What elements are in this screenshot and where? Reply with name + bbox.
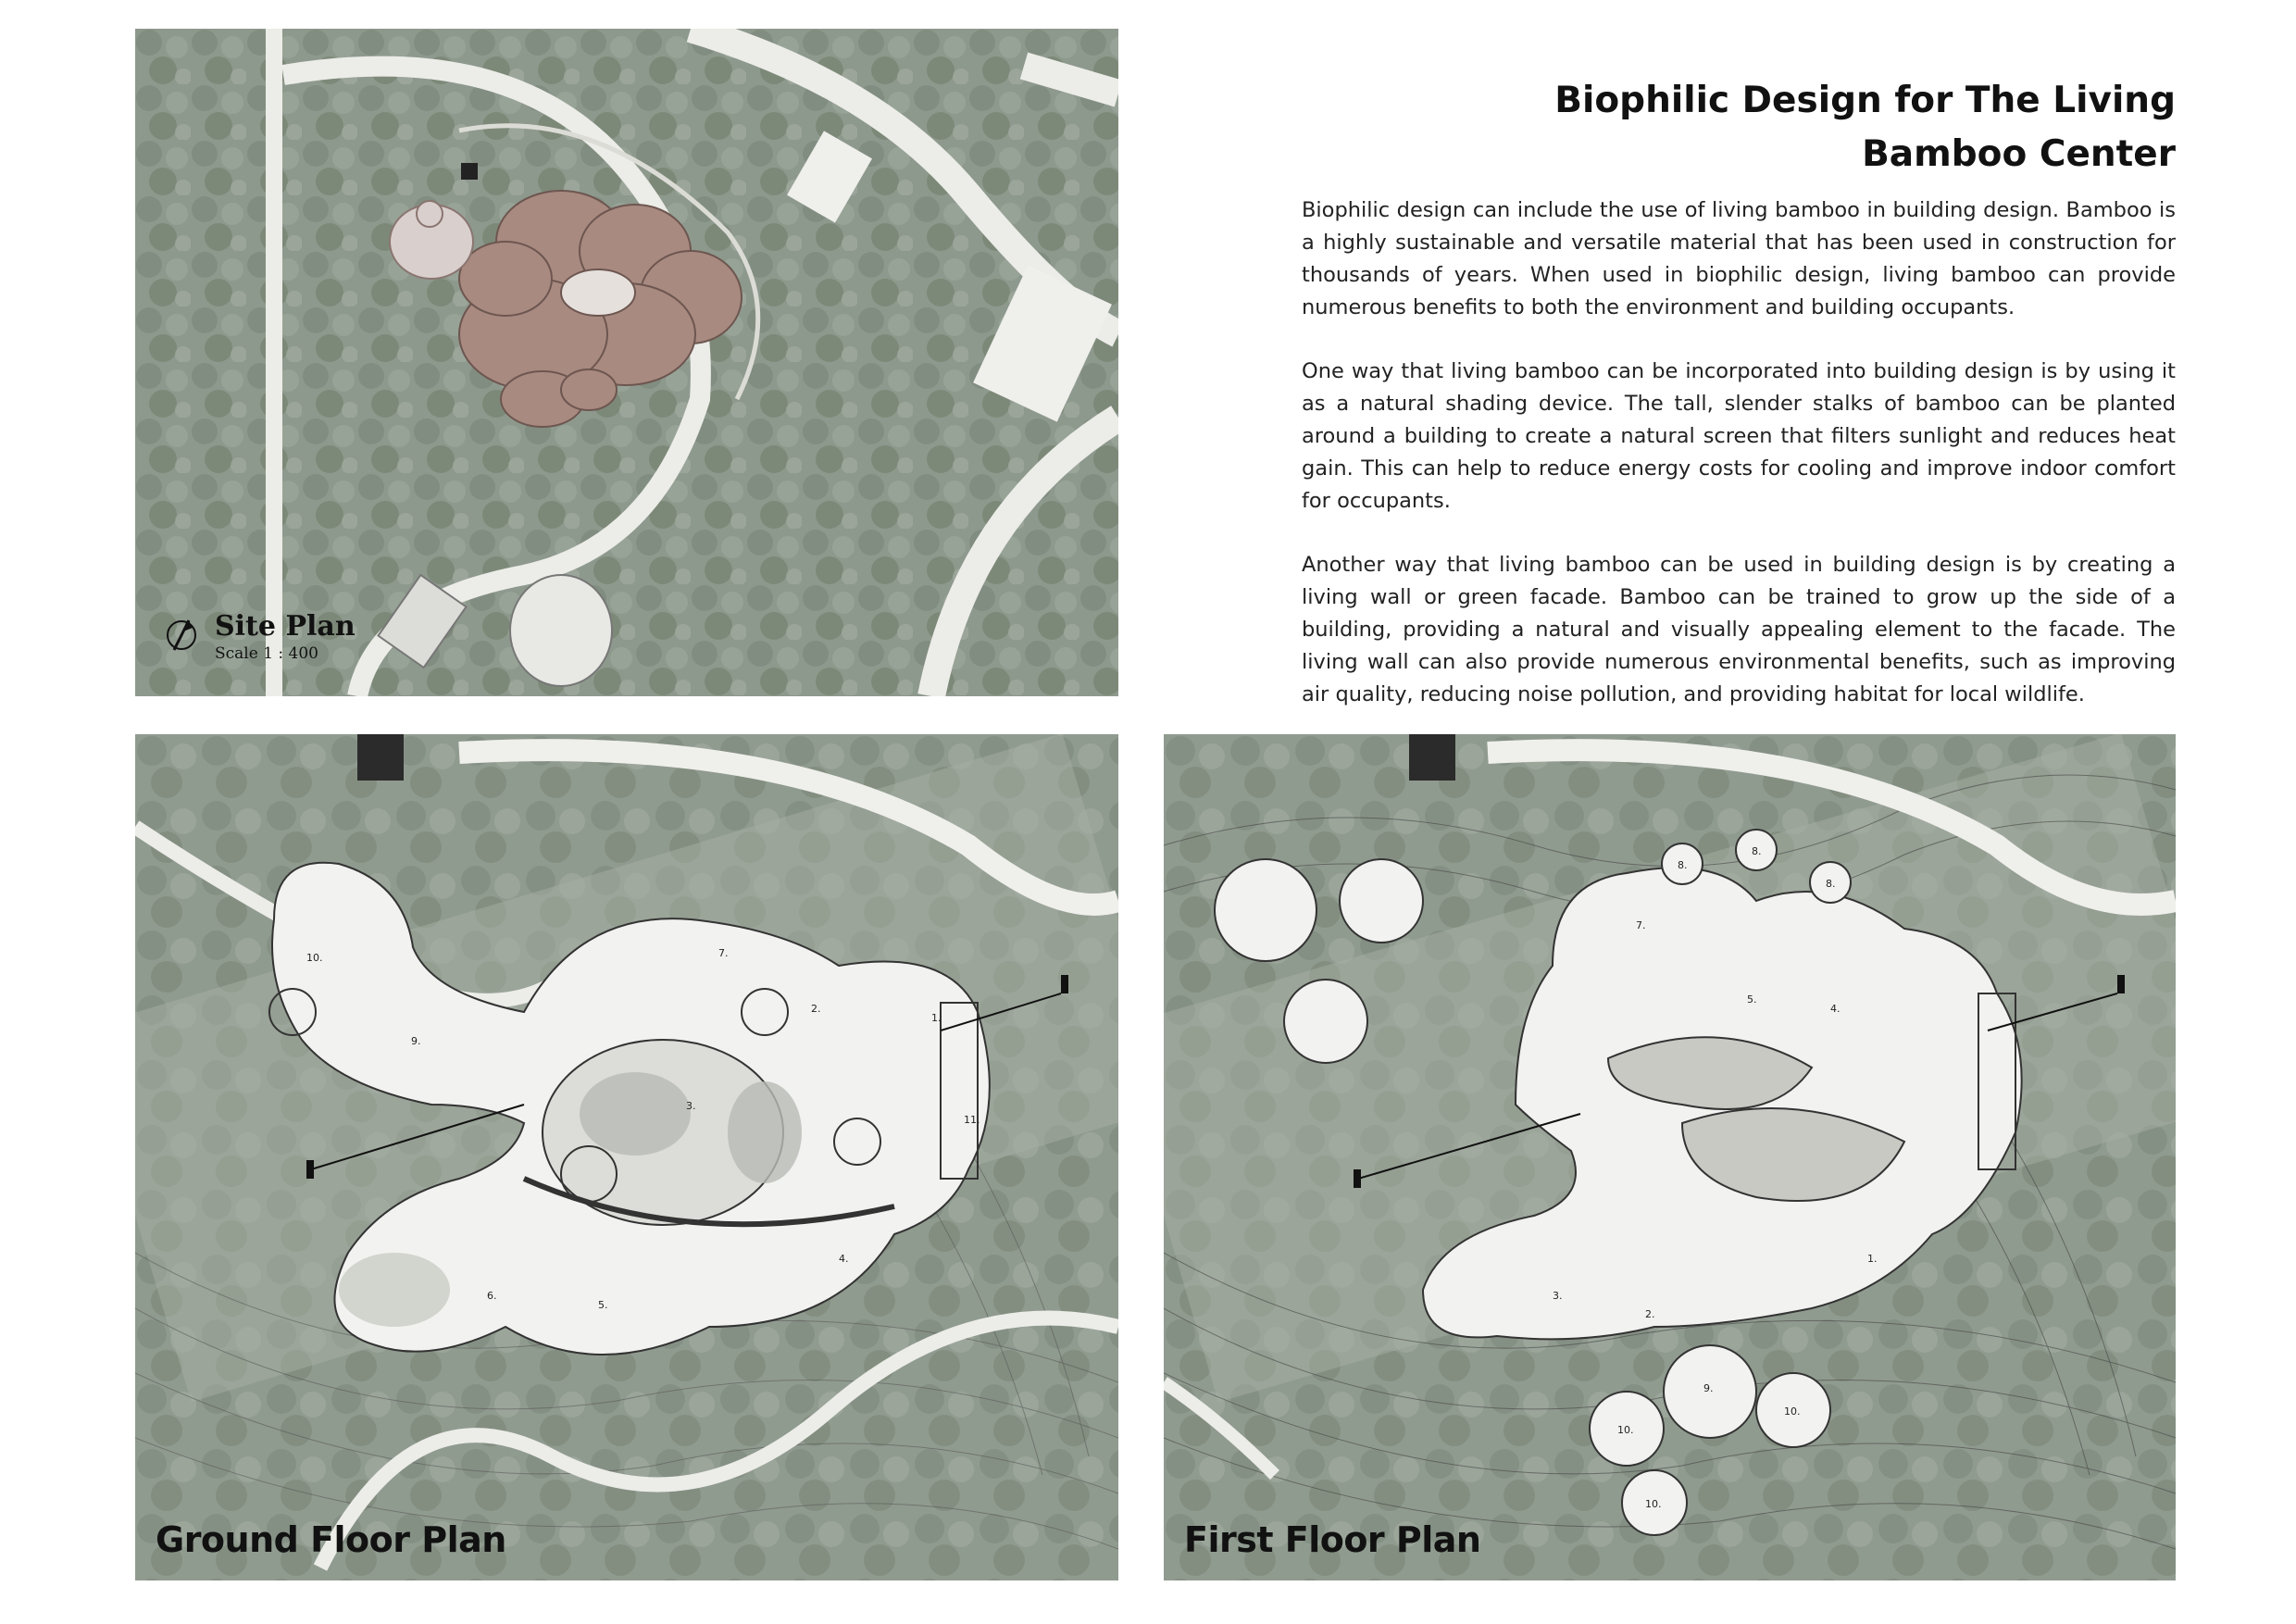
room-number: 4. — [1830, 1003, 1841, 1015]
ground-floor-plan-image — [135, 734, 1118, 1580]
room-number: 9. — [411, 1035, 421, 1047]
room-number: 8. — [1826, 878, 1836, 890]
room-number: 3. — [686, 1100, 696, 1112]
site-plan-title: Site Plan — [215, 610, 356, 643]
site-plan-scale: Scale 1 : 400 — [215, 644, 319, 663]
room-number: 4. — [839, 1253, 849, 1265]
room-number: 9. — [1703, 1382, 1714, 1394]
ground-floor-plan-label: Ground Floor Plan — [156, 1519, 506, 1560]
room-number: 1. — [931, 1012, 942, 1024]
paragraph: One way that living bamboo can be incorporated into building design is by using it as a natural shading device. The tall, slender stalks of bamboo can be planted around a building to create a natural screen that filters sunlight and reduces heat gain. This can help to reduce energy costs for cooling and improve indoor comfort for occupants. — [1302, 359, 2176, 513]
title-line-1: Biophilic Design for The Living — [1554, 80, 2176, 121]
page-title — [1342, 74, 2176, 181]
title-line-2: Bamboo Center — [1862, 133, 2176, 175]
paragraph: Biophilic design can include the use of living bamboo in building design. Bamboo is a highly sustainable and versatile material that has been used in construction for thousands of years. When used in biophilic design, living bamboo can provide numerous benefits to both the environment and building occupants. — [1302, 198, 2176, 319]
ground-floor-plan-drawing — [135, 734, 1118, 1580]
room-number: 2. — [811, 1003, 821, 1015]
room-number: 10. — [1645, 1498, 1662, 1510]
first-floor-plan-drawing — [1164, 734, 2176, 1580]
room-number: 11. — [964, 1114, 980, 1126]
room-number: 10. — [1617, 1424, 1634, 1436]
room-number: 7. — [718, 947, 729, 959]
first-floor-plan-image — [1164, 734, 2176, 1580]
room-number: 5. — [598, 1299, 608, 1311]
paragraph: Another way that living bamboo can be used in building design is by creating a living wall or green facade. Bamboo can be trained to grow up the side of a building, providing a natural and visually appealing element to the facade. The living wall can also provide numerous environmental benefits, such as improving air quality, reducing noise pollution, and providing habitat for local wildlife. — [1302, 553, 2176, 706]
room-number: 10. — [306, 952, 323, 964]
first-floor-plan-label: First Floor Plan — [1184, 1519, 1481, 1560]
site-plan-label — [215, 610, 356, 663]
room-number: 6. — [487, 1290, 497, 1302]
room-number: 2. — [1645, 1308, 1655, 1320]
room-number: 5. — [1747, 993, 1757, 1006]
site-plan-drawing — [135, 29, 1118, 696]
room-number: 10. — [1784, 1405, 1801, 1418]
description-text — [1302, 194, 2176, 775]
room-number: 8. — [1678, 859, 1688, 871]
room-number: 8. — [1752, 845, 1762, 857]
site-plan-image — [135, 29, 1118, 696]
room-number: 1. — [1867, 1253, 1878, 1265]
room-number: 3. — [1553, 1290, 1563, 1302]
room-number: 7. — [1636, 919, 1646, 931]
